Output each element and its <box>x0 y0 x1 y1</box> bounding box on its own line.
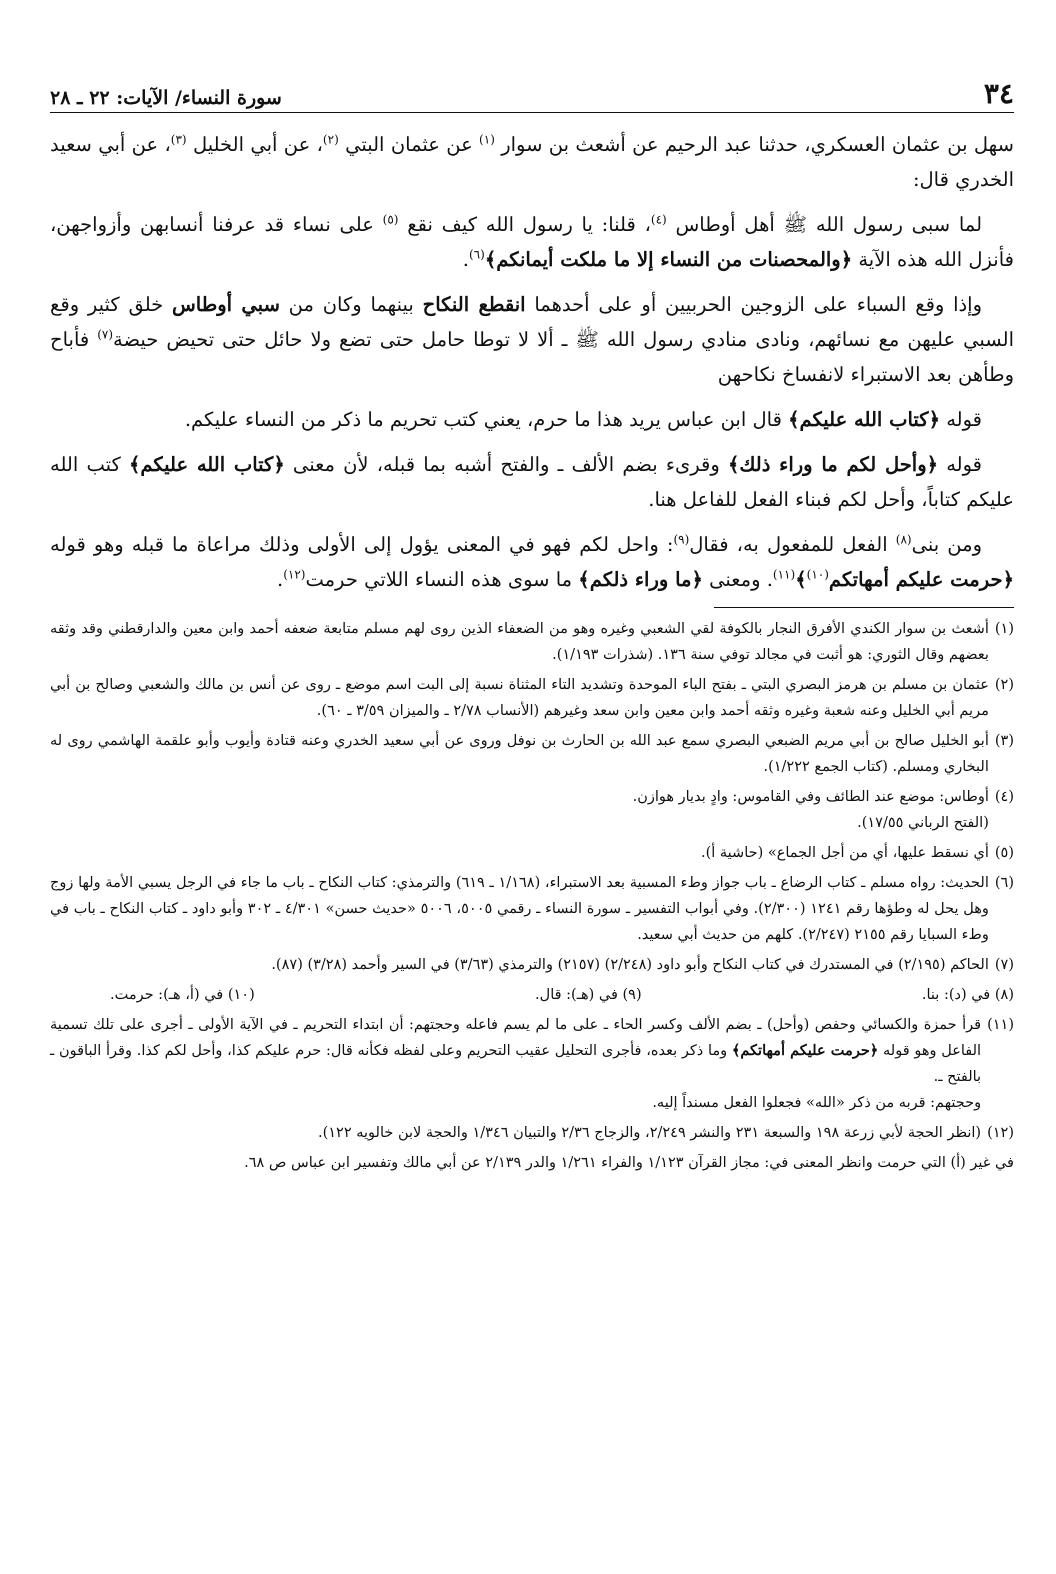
text-run: قال ابن عباس يريد هذا ما حرم، يعني كتب تحريم ما ذكر من النساء عليكم. <box>184 408 789 431</box>
footnote-number: (١) <box>994 621 1014 637</box>
text-run: ما سوى هذه النساء اللاتي حرمت <box>305 568 579 591</box>
footnote-6 <box>50 870 1014 948</box>
footnote-5 <box>50 840 1014 866</box>
footnote-text: أبو الخليل صالح بن أبي مريم الضبعي البصري سمع عبد الله بن الحارث بن نوفل وروى عن أبي سعيد الخدري وعنه قتادة وأيوب وأبو علقمة الهاشمي روى له البخاري ومسلم. (كتاب الجمع ١/٢٢٢). <box>50 733 989 775</box>
footnote-divider <box>714 607 1014 608</box>
quran-verse: ﴿كتاب الله عليكم﴾ <box>788 408 940 431</box>
footnote-ref[interactable]: (٦) <box>468 247 485 262</box>
footnote-number: (٣) <box>994 733 1014 749</box>
footnote-text: الحديث: رواه مسلم ـ كتاب الرضاع ـ باب جواز وطء المسبية بعد الاستبراء، (١/١٦٨ ـ ٦١٩) والترمذي: كتاب النكاح ـ باب ما جاء في الرجل يسبي الأمة ولها زوج وهل يحل له وطؤها رقم ١٢٤١ (٢/٣٠٠). وفي أبواب التفسير ـ سورة النساء ـ رقمي ٥٠٠٥، ٥٠٠٦ «حديث حسن» ٤/٣٠١ ـ ٣٠٢ وأبو داود ـ كتاب النكاح ـ باب في وطء السبايا رقم ٢١٥٥ (٢/٢٤٧). كلهم من حديث أبي سعيد. <box>50 875 989 943</box>
paragraph-isnad <box>50 127 1014 197</box>
text-run: . <box>277 568 284 591</box>
quran-verse: ﴿وأحل لكم ما وراء ذلك﴾ <box>727 453 939 476</box>
footnote-text <box>50 1012 981 1116</box>
footnote-ref[interactable]: (٩) <box>673 532 690 547</box>
text-run: ، عن أبي الخليل <box>186 133 323 156</box>
text-run: وقرىء بضم الألف ـ والفتح أشبه بما قبله، لأن معنى <box>284 453 728 476</box>
text-run: بينهما وكان من <box>279 293 423 316</box>
footnote-number: (٥) <box>994 845 1014 861</box>
footnote-number: (٤) <box>994 789 1014 805</box>
footnote-ref[interactable]: (٤) <box>650 212 667 227</box>
footnote-10 <box>110 982 255 1008</box>
text-run: كتب الله عليكم كتاباً، وأحل لكم فبناء الفعل للفاعل هنا. <box>50 453 1014 511</box>
text-run: على نساء قد عرفنا أنسابهن وأزواجهن، فأنزل الله هذه الآية <box>50 213 1014 271</box>
footnote-ref[interactable]: (٢) <box>322 132 339 147</box>
footnote-ref[interactable]: (٣) <box>170 132 187 147</box>
text-run: سهل بن عثمان العسكري، حدثنا عبد الرحيم عن أشعث بن سوار <box>494 133 1014 156</box>
running-title: سورة النساء/ الآيات: ٢٢ ـ ٢٨ <box>50 87 282 109</box>
footnote-text <box>50 784 989 836</box>
paragraph-hadith <box>50 207 1014 277</box>
footnote-2 <box>50 672 1014 724</box>
quran-verse: ﴿كتاب الله عليكم﴾ <box>128 453 285 476</box>
text-run: قوله <box>940 408 982 431</box>
paragraph-ruling <box>50 287 1014 392</box>
footnote-3 <box>50 728 1014 780</box>
footnote-text: (انظر الحجة لأبي زرعة ١٩٨ والسبعة ٢٣١ والنشر ٢/٢٤٩، والزجاج ٢/٣٦ والتبيان ١/٣٤٦ والحجة لابن خالويه ١٢٢). <box>317 1125 982 1141</box>
footnote-number: (١٠) <box>227 987 255 1003</box>
footnote-1 <box>50 616 1014 668</box>
bold-term: انقطع النكاح <box>422 293 526 316</box>
paragraph-uhilla <box>50 447 1014 517</box>
text-run: . ومعنى <box>702 568 773 591</box>
footnote-line: أوطاس: موضع عند الطائف وفي القاموس: وادٍ بديار هوازن. <box>632 789 989 805</box>
footnote-text: في (أ، هـ): حرمت. <box>110 987 224 1003</box>
footnote-ref[interactable]: (٧) <box>97 327 114 342</box>
bold-term: سبي أوطاس <box>171 293 280 316</box>
footnote-text: الحاكم (٢/١٩٥) في المستدرك في كتاب النكاح وأبو داود (٢/٢٤٨) (٢١٥٧) والترمذي (٣/٦٣) في السير وأحمد (٣/٢٨) (٨٧). <box>271 957 989 973</box>
text-run: : واحل لكم فهو في المعنى يؤول إلى الأولى وذلك مراعاة ما قبله وهو قوله <box>50 533 674 556</box>
footnote-text: عثمان بن مسلم بن هرمز البصري البتي ـ بفتح الباء الموحدة وتشديد التاء المثناة نسبة إلى البت اسم موضع ـ روى عن أنس بن مالك والشعبي وصالح بن أبي مريم أبي الخليل وعنه شعبة وغيره وثقه أحمد وابن معين وابن سعد وغيرهم (الأنساب ٢/٧٨ ـ والميزان ٣/٥٩ ـ ٦٠). <box>50 677 989 719</box>
page-header <box>50 72 1014 113</box>
quran-verse: ﴿ما وراء ذلكم﴾ <box>578 568 703 591</box>
footnote-text: أشعث بن سوار الكندي الأفرق النجار بالكوفة لقي الشعبي وغيره وهو من الضعفاء الذين روى لهم مسلم متابعة ضعفه أحمد وابن معين والدارقطني وقد وثقه بعضهم وقال الثوري: هو أثبت في مجالد توفي سنة ١٣٦. (شذرات ١/١٩٣). <box>50 621 989 663</box>
footnote-12 <box>50 1120 1014 1146</box>
footnote-text: في (هـ): قال. <box>535 987 618 1003</box>
footnote-continuation: وحجتهم: قربه من ذكر «الله» فجعلوا الفعل مسنداً إليه. <box>652 1095 982 1111</box>
footnote-7 <box>50 952 1014 978</box>
page-number: ٣٤ <box>983 77 1014 110</box>
footnote-ref[interactable]: (٥) <box>382 212 399 227</box>
text-run: . <box>462 248 469 271</box>
footnote-number: (١١) <box>987 1017 1014 1033</box>
footnotes-8-10 <box>50 982 1014 1008</box>
footnote-number: (١٢) <box>987 1125 1014 1141</box>
footnote-text: في (د): بنا. <box>921 987 991 1003</box>
footnote-line: وما ذكر بعده، فأجرى التحليل عقيب التحريم وعلى لفظه فكأنه قال: حرم عليكم كذا، وأحل لكم كذا. وقرأ الباقون ـ بالفتح ـ. <box>50 1043 982 1085</box>
footnote-ref[interactable]: (١٢) <box>283 567 306 582</box>
text-run: ، قلنا: يا رسول الله كيف نقع <box>398 213 651 236</box>
footnote-4 <box>50 784 1014 836</box>
text-run: الفعل للمفعول به، فقال <box>689 533 896 556</box>
footnote-text: أي نسقط عليها، أي من أجل الجماع» (حاشية أ). <box>701 845 989 861</box>
quran-verse: ﴿والمحصنات من النساء إلا ما ملكت أيمانكم﴾ <box>484 248 853 271</box>
text-run: ومن بنى <box>911 533 982 556</box>
text-run: ، عن أبي سعيد الخدري قال: <box>50 133 1014 191</box>
footnote-9 <box>535 982 642 1008</box>
footnotes <box>50 616 1014 1176</box>
quran-verse-close: ﴾ <box>795 568 807 591</box>
footnote-ref[interactable]: (١) <box>479 132 495 147</box>
footnote-8 <box>922 982 1014 1008</box>
footnote-line: قرأ حمزة والكسائي وحفص (وأحل) ـ بضم الألف وكسر الحاء ـ على ما لم يسم فاعله وحجتهم: أن ابتداء التحريم ـ في الآية الأولى ـ أجرى على تلك تسمية الفاعل وهو قوله <box>50 1017 982 1059</box>
text-run: قوله <box>938 453 983 476</box>
footnote-number: (٩) <box>622 987 642 1003</box>
footnote-12-continuation: في غير (أ) التي حرمت وانظر المعنى في: مجاز القرآن ١/١٢٣ والفراء ١/٢٦١ والدر ٢/١٣٩ عن أبي مالك وتفسير ابن عباس ص ٦٨. <box>244 1155 1014 1171</box>
footnote-number: (٦) <box>994 875 1014 891</box>
footnote-ref[interactable]: (١٠) <box>806 567 829 582</box>
footnote-11 <box>50 1012 1014 1116</box>
paragraph-kitab <box>50 402 1014 437</box>
main-text <box>50 127 1014 597</box>
text-run: عن عثمان البتي <box>338 133 480 156</box>
footnote-number: (٨) <box>994 987 1014 1003</box>
quran-verse: ﴿حرمت عليكم أمهاتكم <box>828 568 1014 591</box>
footnote-ref[interactable]: (١١) <box>772 567 796 582</box>
footnote-number: (٢) <box>994 677 1014 693</box>
footnote-ref[interactable]: (٨) <box>895 532 912 547</box>
footnote-continuation: (الفتح الرباني ١٧/٥٥). <box>857 815 989 831</box>
text-run: خلق كثير وقع السبي عليهن مع نسائهم، ونادى منادي رسول الله ﷺ ـ ألا لا توطا حامل حتى تضع ولا حائل حتى تحيض حيضة <box>50 293 1014 351</box>
text-run: لما سبى رسول الله ﷺ أهل أوطاس <box>666 213 983 236</box>
text-run: فأباح وطأهن بعد الاستبراء لانفساخ نكاحهن <box>50 328 1014 386</box>
paragraph-passive <box>50 527 1014 597</box>
footnote-number: (٧) <box>994 957 1014 973</box>
quran-verse: ﴿حرمت عليكم أمهاتكم﴾ <box>731 1042 879 1059</box>
text-run: وإذا وقع السباء على الزوجين الحربيين أو على أحدهما <box>525 293 983 316</box>
